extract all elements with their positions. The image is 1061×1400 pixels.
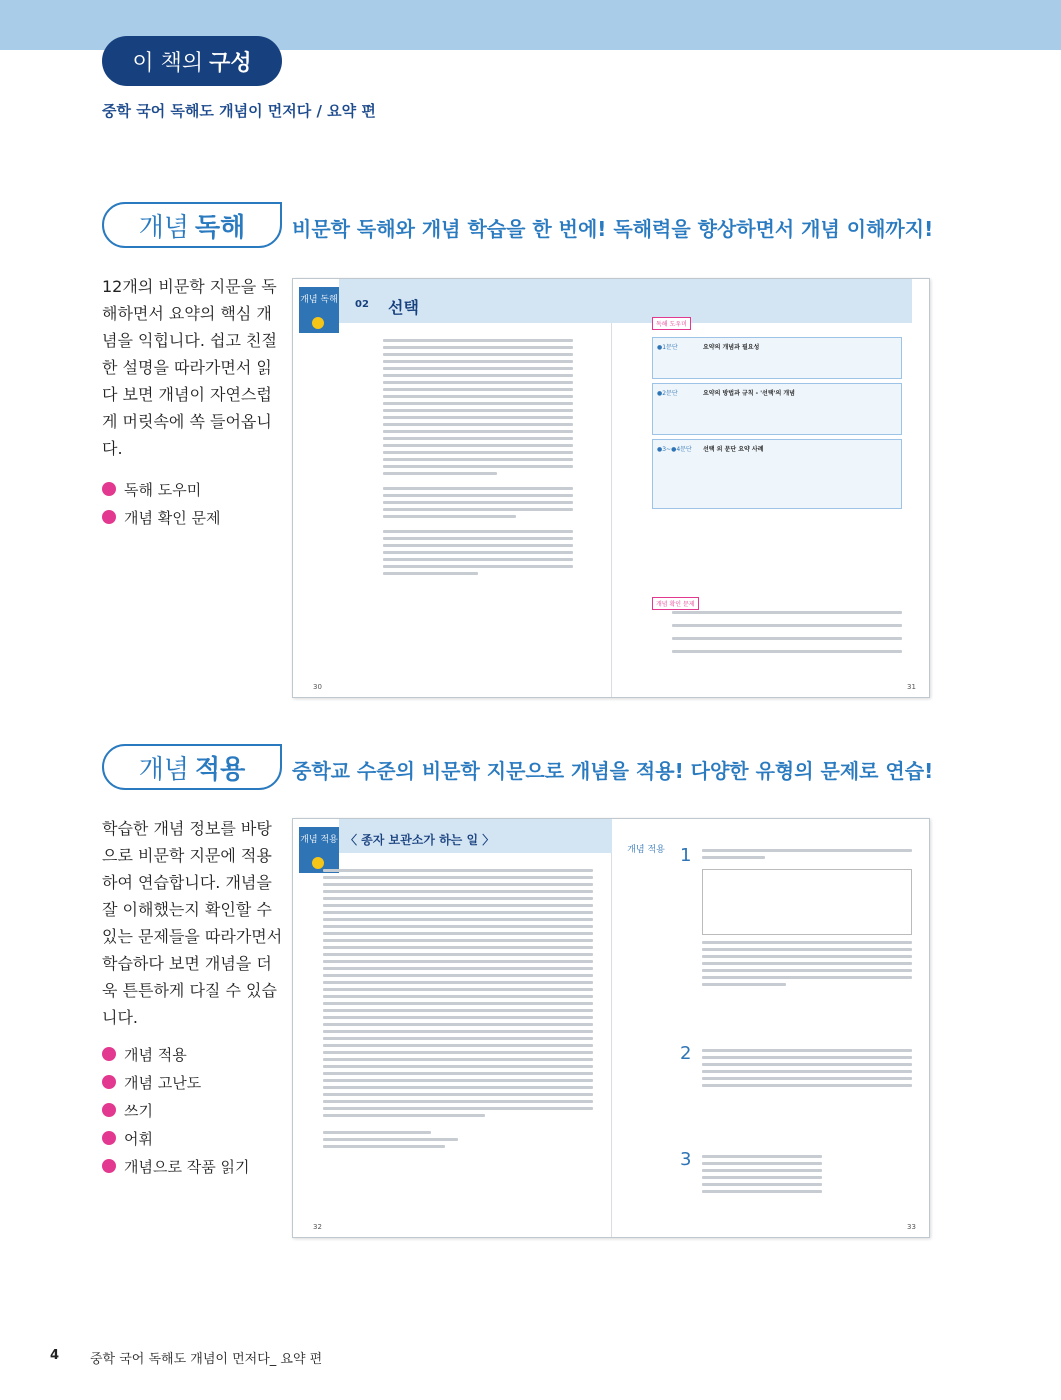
section-description: 12개의 비문학 지문을 독해하면서 요약의 핵심 개념을 익힙니다. 쉽고 친절한 설명을 따라가면서 읽다 보면 개념이 자연스럽게 머릿속에 쏙 들어옵니다. xyxy=(102,277,277,458)
header-band xyxy=(339,279,612,323)
left-page xyxy=(293,819,612,1237)
tag-pre: 개념 xyxy=(138,212,189,243)
section-tag-reading xyxy=(102,202,282,248)
left-page xyxy=(293,279,612,697)
right-page xyxy=(612,819,930,1237)
bullet-dot-icon xyxy=(102,1047,116,1061)
summary-box: ●2문단 요약의 방법과 규칙 - '선택'의 개념 xyxy=(652,383,902,435)
title-bold: 구성 xyxy=(209,50,252,76)
lesson-number: 02 xyxy=(355,299,369,310)
title-pre: 이 책의 xyxy=(132,50,204,76)
page-title xyxy=(102,36,282,86)
summary-box: ●3~●4문단 선택 외 문단 요약 사례 xyxy=(652,439,902,509)
question-text xyxy=(702,849,912,863)
right-page xyxy=(612,279,930,697)
list-item: 개념 고난도 xyxy=(102,1068,249,1096)
page-number-left: 32 xyxy=(313,1223,322,1231)
list-item: 쓰기 xyxy=(102,1096,249,1124)
feature-list xyxy=(102,1040,249,1180)
section-headline: 비문학 독해와 개념 학습을 한 번에! 독해력을 향상하면서 개념 이해까지! xyxy=(292,217,934,241)
question-number: 2 xyxy=(680,1043,692,1064)
check-label: 개념 확인 문제 xyxy=(652,597,699,610)
bullet-dot-icon xyxy=(102,1131,116,1145)
page-number: 4 xyxy=(50,1348,60,1363)
choices xyxy=(702,1049,912,1091)
concept-tab: 개념 독해 xyxy=(299,287,339,333)
list-item: 어휘 xyxy=(102,1124,249,1152)
page-number-right: 31 xyxy=(907,683,916,691)
lesson-title: 선택 xyxy=(388,298,419,317)
list-item: 개념 적용 xyxy=(102,1040,249,1068)
summary-box: ●1문단 요약의 개념과 필요성 xyxy=(652,337,902,379)
section-tag-apply xyxy=(102,744,282,790)
concept-tab: 개념 적용 xyxy=(626,837,666,883)
lightbulb-icon xyxy=(312,857,324,869)
sample-spread-apply xyxy=(292,818,930,1238)
passage-title: 〈 종자 보관소가 하는 일 〉 xyxy=(345,833,495,847)
concept-tab: 개념 적용 xyxy=(299,827,339,873)
list-item: 독해 도우미 xyxy=(102,475,220,503)
sample-spread-reading xyxy=(292,278,930,698)
page-number-right: 33 xyxy=(907,1223,916,1231)
quiz-lines xyxy=(672,611,902,663)
question-number: 3 xyxy=(680,1149,692,1170)
tag-bold: 적용 xyxy=(195,754,246,785)
bullet-dot-icon xyxy=(102,1103,116,1117)
bullet-dot-icon xyxy=(102,482,116,496)
section-headline: 중학교 수준의 비문학 지문으로 개념을 적용! 다양한 유형의 문제로 연습! xyxy=(292,759,934,783)
footer-title: 중학 국어 독해도 개념이 먼저다_ 요약 편 xyxy=(90,1352,323,1367)
choices xyxy=(702,1155,822,1197)
passage-text xyxy=(383,339,573,579)
tag-pre: 개념 xyxy=(138,754,189,785)
lightbulb-icon xyxy=(312,317,324,329)
tag-bold: 독해 xyxy=(195,212,246,243)
list-item: 개념으로 작품 읽기 xyxy=(102,1152,249,1180)
passage-text xyxy=(323,869,593,1152)
question-number: 1 xyxy=(680,845,692,866)
example-box xyxy=(702,869,912,935)
bullet-dot-icon xyxy=(102,510,116,524)
page-number-left: 30 xyxy=(313,683,322,691)
helper-label: 독해 도우미 xyxy=(652,317,691,330)
book-subtitle: 중학 국어 독해도 개념이 먼저다 / 요약 편 xyxy=(102,102,376,120)
bullet-dot-icon xyxy=(102,1159,116,1173)
choices xyxy=(702,941,912,990)
feature-list xyxy=(102,475,220,531)
bullet-dot-icon xyxy=(102,1075,116,1089)
section-description: 학습한 개념 정보를 바탕으로 비문학 지문에 적용하여 연습합니다. 개념을 잘 이해했는지 확인할 수 있는 문제들을 따라가면서 학습하다 보면 개념을 더욱 튼튼하게 다질 수 있습니다. xyxy=(102,819,283,1027)
list-item: 개념 확인 문제 xyxy=(102,503,220,531)
